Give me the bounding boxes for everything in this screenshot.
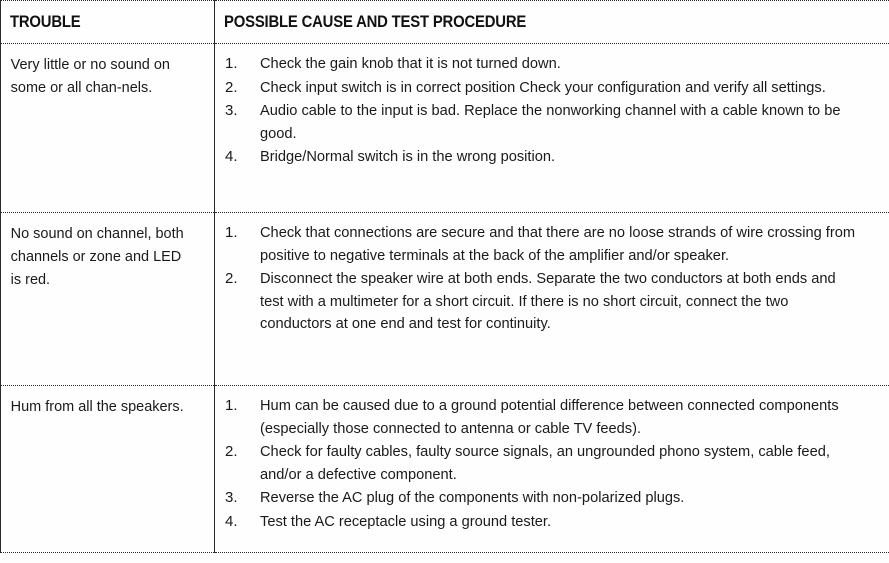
procedure-item	[225, 222, 875, 267]
procedure-number: 4.	[225, 512, 238, 530]
procedure-item	[225, 146, 875, 169]
procedure-text: Check for faulty cables, faulty source signals, an ungrounded phono system, cable feed, and/or a defective component.	[260, 443, 830, 483]
procedure-item	[225, 268, 875, 336]
procedure-number: 2.	[225, 78, 238, 96]
procedure-text: Bridge/Normal switch is in the wrong position.	[260, 148, 556, 165]
procedure-number: 4.	[225, 148, 238, 165]
procedure-item	[225, 487, 875, 510]
procedure-text: Audio cable to the input is bad. Replace the nonworking channel with a cable known to be good.	[260, 102, 841, 142]
table-header	[1, 1, 889, 44]
procedure-text: Disconnect the speaker wire at both ends. Separate the two conductors at both ends and test with a multimeter for a short circuit. If there is no short circuit, connect the two conductors at one end and test for continuity.	[260, 270, 836, 332]
procedure-item	[225, 511, 875, 534]
procedure-text: Hum can be caused due to a ground potential difference between connected components (especially those connected to antenna or cable TV feeds).	[260, 397, 839, 437]
procedure-text: Check input switch is in correct position Check your configuration and verify all settings.	[260, 78, 826, 96]
procedure-text: Reverse the AC plug of the components with non-polarized plugs.	[260, 489, 685, 506]
procedure-item	[225, 100, 875, 145]
table-row	[1, 213, 889, 386]
trouble-text: Very little or no sound on some or all chan-nels.	[10, 56, 170, 96]
table-row	[1, 386, 889, 553]
column-header-cause	[215, 1, 889, 44]
procedure-text: Check the gain knob that it is not turned down.	[260, 55, 561, 72]
procedure-cell	[215, 213, 889, 386]
procedure-number: 3.	[225, 102, 238, 119]
trouble-cell	[1, 44, 215, 213]
header-row	[1, 1, 889, 44]
column-header-trouble-label: TROUBLE	[10, 13, 81, 31]
procedure-number: 1.	[225, 224, 238, 241]
column-header-cause-label: POSSIBLE CAUSE AND TEST PROCEDURE	[224, 13, 527, 31]
procedure-number: 1.	[225, 397, 238, 414]
procedure-list	[215, 386, 889, 544]
procedure-item	[225, 77, 875, 100]
procedure-number: 2.	[225, 443, 238, 460]
trouble-text: Hum from all the speakers.	[10, 398, 184, 415]
procedure-number: 1.	[225, 55, 238, 72]
procedure-number: 2.	[225, 270, 238, 287]
procedure-text: Check that connections are secure and that there are no loose strands of wire crossing from positive to negative terminals at the back of the amplifier and/or speaker.	[260, 224, 856, 264]
procedure-number: 3.	[225, 489, 238, 506]
column-header-trouble	[1, 1, 215, 44]
procedure-item	[225, 441, 875, 486]
procedure-list	[215, 44, 889, 180]
trouble-text: No sound on channel, both channels or zone and LED is red.	[10, 225, 184, 288]
procedure-item	[225, 53, 875, 76]
table-row	[1, 44, 889, 213]
procedure-cell	[215, 44, 889, 213]
procedure-item	[225, 395, 875, 440]
procedure-text: Test the AC receptacle using a ground tester.	[260, 512, 552, 530]
procedure-list	[215, 213, 889, 347]
trouble-cell	[1, 386, 215, 553]
procedure-cell	[215, 386, 889, 553]
table-body	[1, 44, 889, 553]
trouble-cell	[1, 213, 215, 386]
